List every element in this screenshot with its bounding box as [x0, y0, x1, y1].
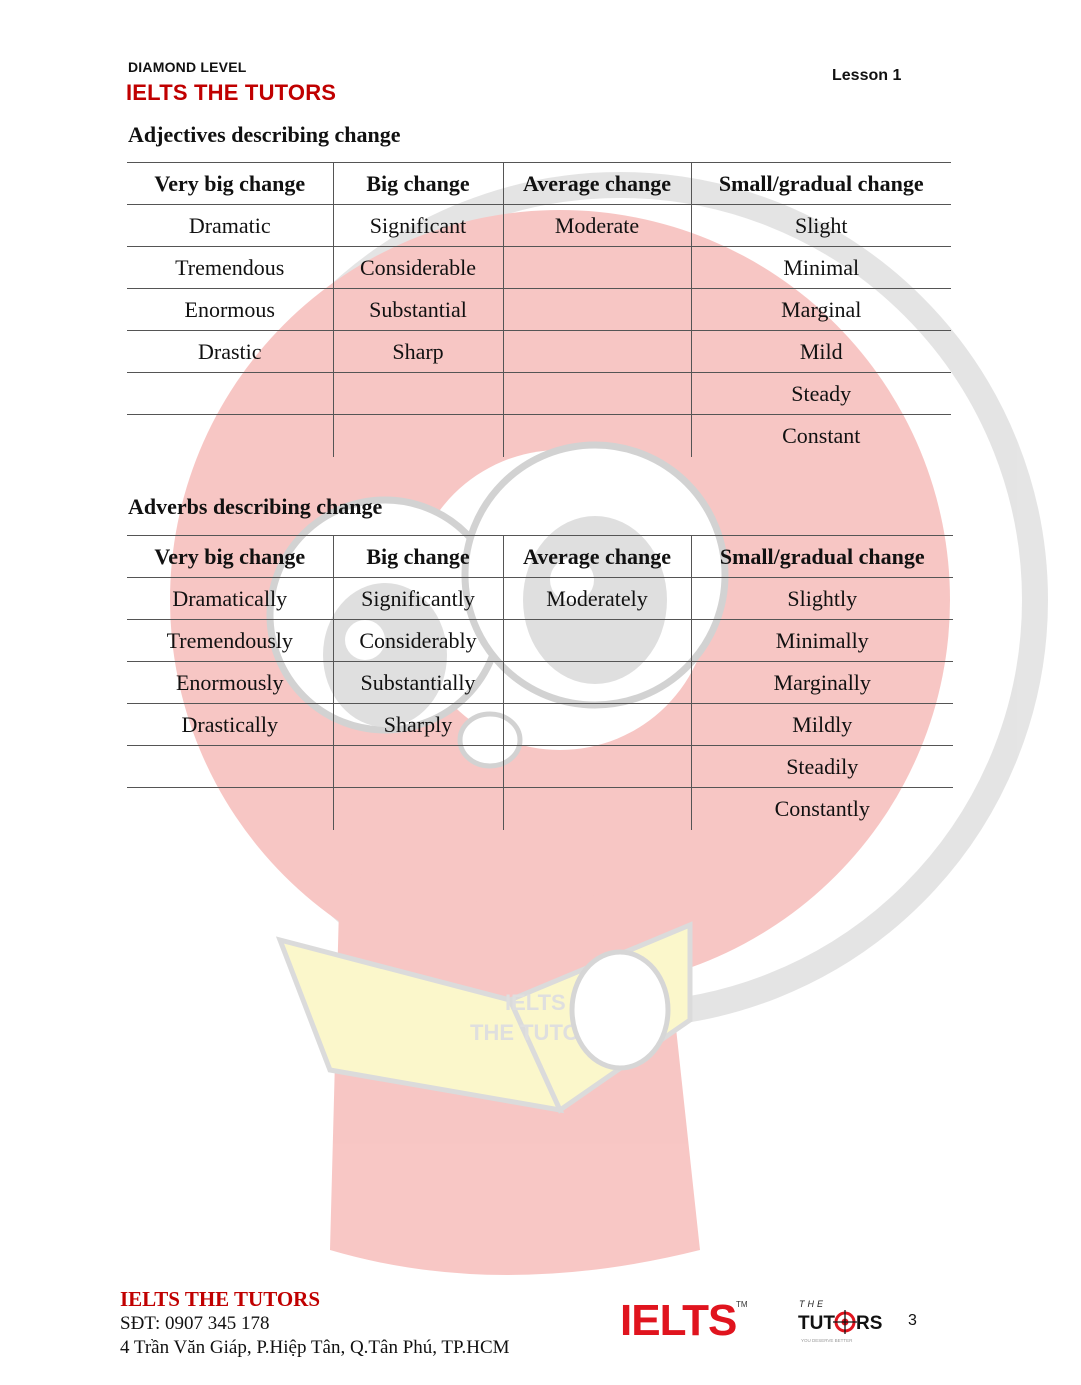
header-cell: Very big change [127, 163, 333, 205]
table-cell: Significant [333, 205, 503, 247]
table-cell: Dramatically [127, 578, 333, 620]
table-cell: Constant [691, 415, 951, 457]
table-row [127, 578, 953, 620]
table-cell: Steadily [691, 746, 953, 788]
table-cell: Moderately [503, 578, 691, 620]
table-cell: Substantially [333, 662, 503, 704]
table-cell: Mild [691, 331, 951, 373]
table-header-row [127, 163, 951, 205]
table-header-row [127, 536, 953, 578]
table-row [127, 662, 953, 704]
table-cell [333, 373, 503, 415]
table-cell [127, 746, 333, 788]
header-cell: Average change [503, 163, 691, 205]
table-cell: Slight [691, 205, 951, 247]
table-cell [127, 373, 333, 415]
table-cell [503, 373, 691, 415]
adjectives-table [127, 162, 951, 457]
table-cell: Significantly [333, 578, 503, 620]
header-cell: Small/gradual change [691, 536, 953, 578]
table-cell: Moderate [503, 205, 691, 247]
table-row [127, 205, 951, 247]
table-row [127, 373, 951, 415]
target-logo-icon [833, 1310, 857, 1334]
table-cell [333, 788, 503, 830]
table-cell [333, 415, 503, 457]
table-cell: Drastic [127, 331, 333, 373]
table-cell: Marginal [691, 289, 951, 331]
table-row [127, 788, 953, 830]
footer-address: 4 Trần Văn Giáp, P.Hiệp Tân, Q.Tân Phú, TP.HCM [120, 1337, 510, 1358]
svg-text:THE: THE [799, 1299, 826, 1309]
table-cell [503, 247, 691, 289]
header-cell: Big change [333, 163, 503, 205]
svg-text:TUT: TUT [798, 1313, 835, 1334]
table-cell: Enormous [127, 289, 333, 331]
table-row [127, 620, 953, 662]
table-cell: Sharply [333, 704, 503, 746]
table-cell: Steady [691, 373, 951, 415]
the-tutors-logo [798, 1298, 888, 1348]
table-cell [127, 415, 333, 457]
ielts-logo-trademark: TM [736, 1300, 748, 1309]
table-cell: Considerably [333, 620, 503, 662]
table-cell: Considerable [333, 247, 503, 289]
table-cell: Tremendous [127, 247, 333, 289]
table-cell: Minimally [691, 620, 953, 662]
table-cell: Dramatic [127, 205, 333, 247]
table-cell [127, 788, 333, 830]
header-cell: Big change [333, 536, 503, 578]
table-cell [503, 620, 691, 662]
svg-text:IELTS: IELTS [505, 990, 566, 1015]
ielts-logo: IELTS [620, 1296, 737, 1345]
table-row [127, 704, 953, 746]
table-cell: Sharp [333, 331, 503, 373]
table-row [127, 746, 953, 788]
header-level: DIAMOND LEVEL [128, 59, 247, 75]
table-cell [503, 704, 691, 746]
adjectives-title: Adjectives describing change [128, 122, 401, 147]
footer-phone: SĐT: 0907 345 178 [120, 1313, 270, 1334]
table-cell: Tremendously [127, 620, 333, 662]
lesson-label: Lesson 1 [832, 67, 902, 84]
table-row [127, 247, 951, 289]
table-cell [503, 746, 691, 788]
header-cell: Small/gradual change [691, 163, 951, 205]
header-cell: Very big change [127, 536, 333, 578]
svg-text:YOU DESERVE BETTER: YOU DESERVE BETTER [801, 1338, 853, 1343]
header-cell: Average change [503, 536, 691, 578]
table-cell [503, 289, 691, 331]
table-cell: Substantial [333, 289, 503, 331]
svg-text:RS: RS [856, 1313, 883, 1334]
footer-brand: IELTS THE TUTORS [120, 1287, 321, 1311]
adverbs-title: Adverbs describing change [128, 494, 383, 519]
adverbs-table [127, 535, 953, 830]
header-brand: IELTS THE TUTORS [126, 80, 337, 105]
svg-text:THE TUTORS: THE TUTORS [470, 1020, 611, 1045]
table-cell [503, 331, 691, 373]
table-cell: Drastically [127, 704, 333, 746]
table-cell: Slightly [691, 578, 953, 620]
table-cell: Constantly [691, 788, 953, 830]
table-cell [333, 746, 503, 788]
table-cell [503, 662, 691, 704]
table-cell [503, 415, 691, 457]
table-row [127, 331, 951, 373]
table-row [127, 289, 951, 331]
table-cell: Mildly [691, 704, 953, 746]
table-cell: Minimal [691, 247, 951, 289]
table-cell: Enormously [127, 662, 333, 704]
table-cell [503, 788, 691, 830]
page-number: 3 [908, 1312, 917, 1329]
table-row [127, 415, 951, 457]
table-cell: Marginally [691, 662, 953, 704]
